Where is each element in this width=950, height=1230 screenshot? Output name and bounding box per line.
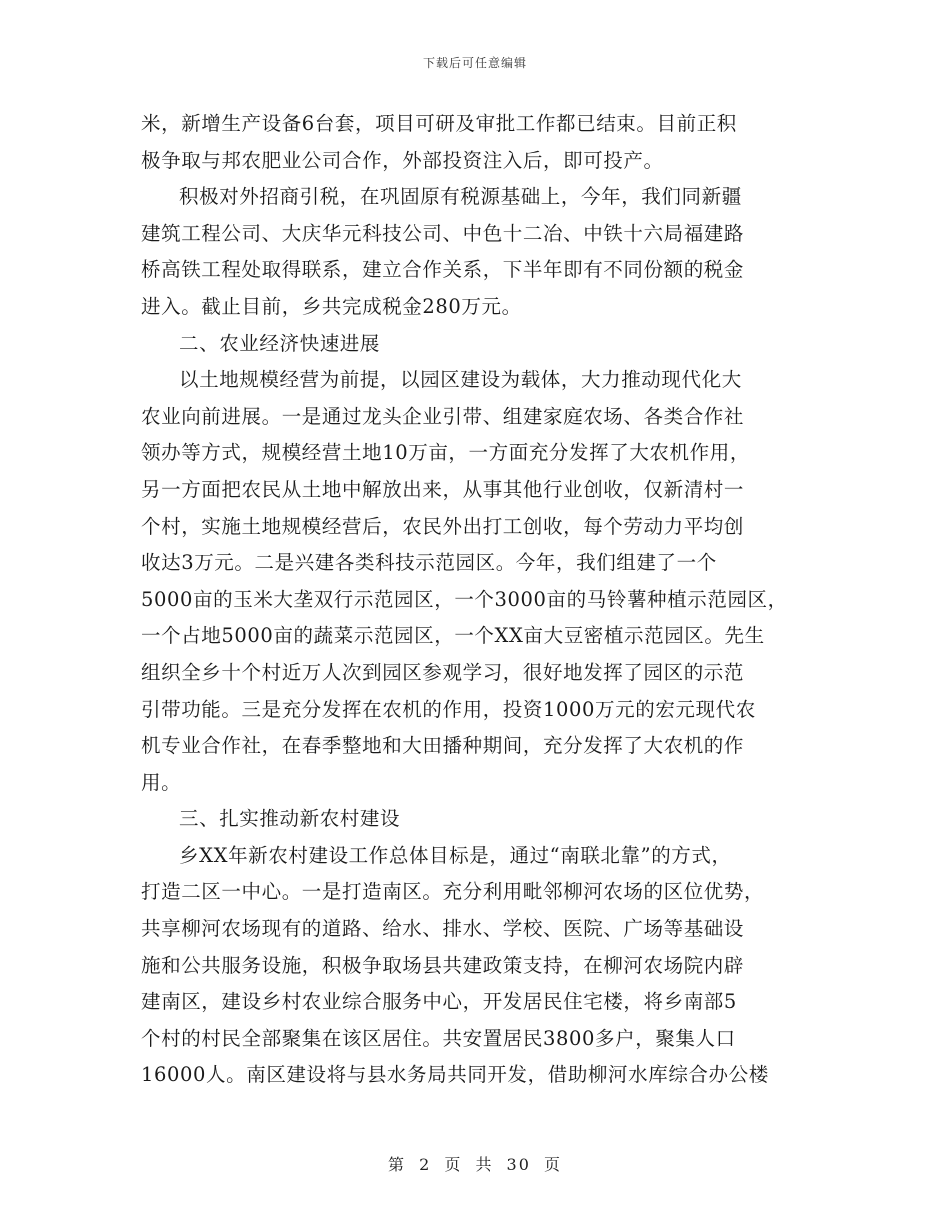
page-number: 第 2 页 共 30 页 <box>388 1155 562 1174</box>
text-line: 积极对外招商引税，在巩固原有税源基础上，今年，我们同新疆 <box>179 185 742 209</box>
text-line: 另一方面把农民从土地中解放出来，从事其他行业创收，仅新清村一 <box>141 477 745 501</box>
text-line: 建南区，建设乡村农业综合服务中心，开发居民住宅楼，将乡南部5 <box>141 990 737 1014</box>
text-line: 组织全乡十个村近万人次到园区参观学习，很好地发挥了园区的示范 <box>141 660 745 684</box>
page-header: 下载后可任意编辑 <box>422 56 527 70</box>
text-line: 乡XX年新农村建设工作总体目标是，通过“南联北靠”的方式， <box>179 843 732 867</box>
text-line: 施和公共服务设施，积极争取场县共建政策支持，在柳河农场院内辟 <box>141 953 745 977</box>
text-line: 用。 <box>141 770 182 794</box>
text-line: 引带功能。三是充分发挥在农机的作用，投资1000万元的宏元现代农 <box>141 697 756 721</box>
text-line: 机专业合作社，在春季整地和大田播种期间，充分发挥了大农机的作 <box>141 734 745 758</box>
text-line: 领办等方式，规模经营土地10万亩，一方面充分发挥了大农机作用， <box>141 441 750 465</box>
text-line: 三、扎实推动新农村建设 <box>179 807 401 831</box>
text-line: 米，新增生产设备6台套，项目可研及审批工作都已结束。目前正积 <box>141 112 737 135</box>
text-line: 二、农业经济快速进展 <box>179 331 381 355</box>
text-line: 5000亩的玉米大垄双行示范园区，一个3000亩的马铃薯种植示范园区， <box>141 587 788 611</box>
text-line: 16000人。南区建设将与县水务局共同开发，借助柳河水库综合办公楼 <box>141 1063 769 1087</box>
text-line: 打造二区一中心。一是打造南区。充分利用毗邻柳河农场的区位优势， <box>141 880 765 904</box>
text-line: 收达3万元。二是兴建各类科技示范园区。今年，我们组建了一个 <box>141 551 717 575</box>
document-body <box>141 106 811 1094</box>
text-line: 个村的村民全部聚集在该区居住。共安置居民3800多户，聚集人口 <box>141 1026 736 1050</box>
text-line: 个村，实施土地规模经营后，农民外出打工创收，每个劳动力平均创 <box>141 514 745 538</box>
text-line: 以土地规模经营为前提，以园区建设为载体，大力推动现代化大 <box>179 368 742 392</box>
text-line: 农业向前进展。一是通过龙头企业引带、组建家庭农场、各类合作社 <box>141 404 745 428</box>
text-line: 桥高铁工程处取得联系，建立合作关系，下半年即有不同份额的税金 <box>141 258 745 282</box>
text-line: 建筑工程公司、大庆华元科技公司、中色十二冶、中铁十六局福建路 <box>141 221 745 245</box>
text-line: 一个占地5000亩的蔬菜示范园区，一个XX亩大豆密植示范园区。先生 <box>141 624 765 648</box>
text-line: 极争取与邦农肥业公司合作，外部投资注入后，即可投产。 <box>141 148 664 172</box>
text-line: 进入。截止目前，乡共完成税金280万元。 <box>141 294 522 318</box>
text-line: 共享柳河农场现有的道路、给水、排水、学校、医院、广场等基础设 <box>141 917 745 941</box>
